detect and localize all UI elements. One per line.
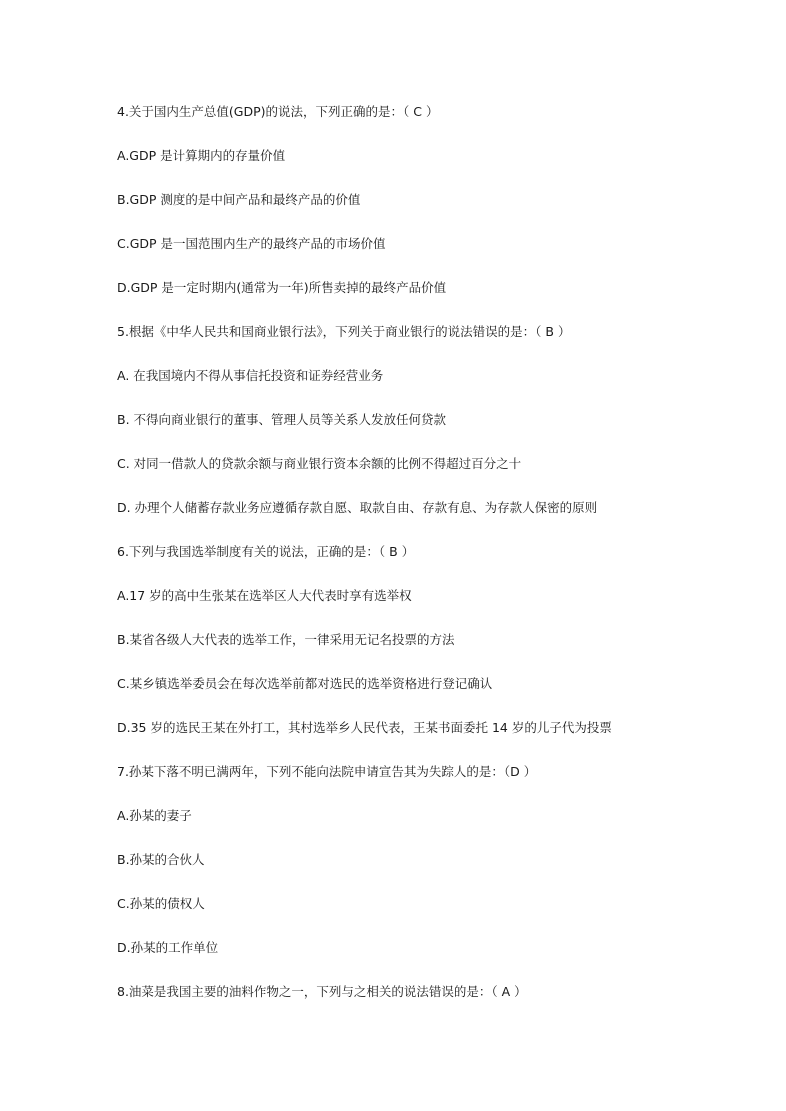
- question-4-option-a: A.GDP 是计算期内的存量价值: [117, 148, 286, 163]
- question-7-option-d: D.孙某的工作单位: [117, 940, 219, 955]
- question-5-stem: 5.根据《中华人民共和国商业银行法》，下列关于商业银行的说法错误的是：（ B ）: [117, 324, 571, 339]
- question-4-option-c: C.GDP 是一国范围内生产的最终产品的市场价值: [117, 236, 386, 251]
- question-7-option-c: C.孙某的债权人: [117, 896, 205, 911]
- question-6-option-c: C.某乡镇选举委员会在每次选举前都对选民的选举资格进行登记确认: [117, 676, 493, 691]
- question-6-option-d: D.35 岁的选民王某在外打工，其村选举乡人民代表，王某书面委托 14 岁的儿子代为投票: [117, 720, 612, 735]
- question-8-stem: 8.油菜是我国主要的油料作物之一，下列与之相关的说法错误的是：（ A ）: [117, 984, 527, 999]
- question-6-option-a: A.17 岁的高中生张某在选举区人大代表时享有选举权: [117, 588, 412, 603]
- question-6-stem: 6.下列与我国选举制度有关的说法，正确的是：（ B ）: [117, 544, 415, 559]
- question-7-stem: 7.孙某下落不明已满两年，下列不能向法院申请宣告其为失踪人的是：（D ）: [117, 764, 537, 779]
- question-5-option-c: C. 对同一借款人的贷款余额与商业银行资本余额的比例不得超过百分之十: [117, 456, 522, 471]
- question-5-option-a: A. 在我国境内不得从事信托投资和证券经营业务: [117, 368, 384, 383]
- question-7-option-a: A.孙某的妻子: [117, 808, 192, 823]
- question-5-option-d: D. 办理个人储蓄存款业务应遵循存款自愿、取款自由、存款有息、为存款人保密的原则: [117, 500, 598, 515]
- question-7-option-b: B.孙某的合伙人: [117, 852, 205, 867]
- question-4-stem: 4.关于国内生产总值(GDP)的说法，下列正确的是：（ C ）: [117, 104, 439, 119]
- question-4-option-d: D.GDP 是一定时期内(通常为一年)所售卖掉的最终产品价值: [117, 280, 447, 295]
- question-5-option-b: B. 不得向商业银行的董事、管理人员等关系人发放任何贷款: [117, 412, 447, 427]
- question-6-option-b: B.某省各级人大代表的选举工作，一律采用无记名投票的方法: [117, 632, 455, 647]
- question-4-option-b: B.GDP 测度的是中间产品和最终产品的价值: [117, 192, 361, 207]
